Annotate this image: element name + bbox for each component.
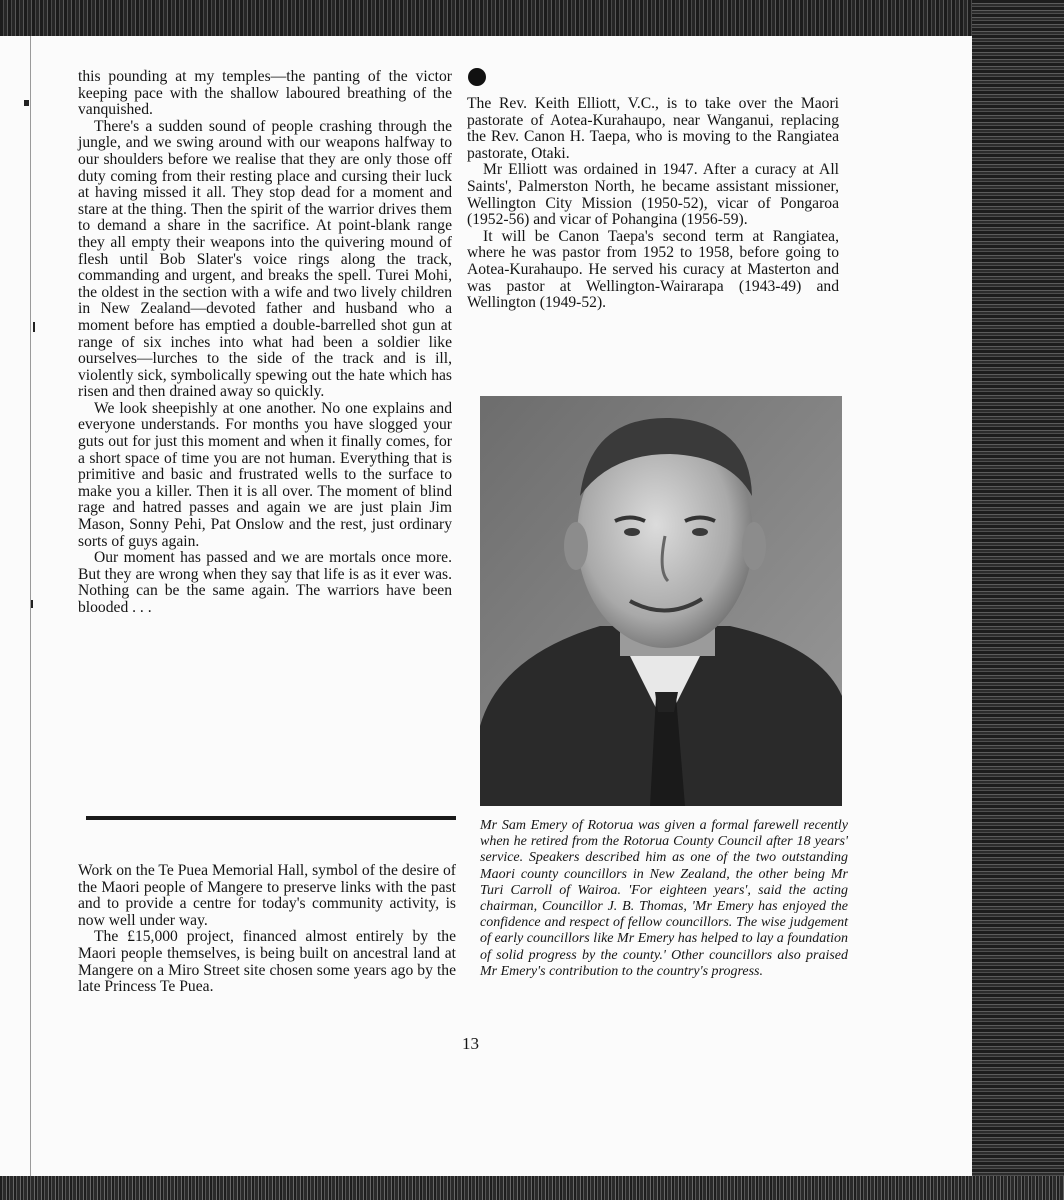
section-bullet-icon <box>468 68 486 86</box>
paragraph: this pounding at my temples—the panting of the victor keeping pace with the shallow laboured breathing of the vanquished. <box>78 68 452 119</box>
paragraph: Work on the Te Puea Memorial Hall, symbol of the desire of the Maori people of Mangere to preserve links with the past and to provide a centre for today's community activity, is now well under way. <box>78 862 456 929</box>
paragraph: There's a sudden sound of people crashing through the jungle, and we swing around with our weapons halfway to our shoulders before we realise that they are only those off duty coming from their resting place and cursing their luck at having missed it all. They stop dead for a moment and stare at the thing. Then the spirit of the warrior drives them to demand a share in the sacrifice. At point-blank range they all empty their weapons into the quivering mound of flesh until Bob Slater's voice rings along the track, commanding and urgent, and breaks the spell. Turei Mohi, the oldest in the section with a wife and two lively children in New Zealand—devoted father and husband who a moment before has emptied a double-barrelled shot gun at range of six inches into what had been a soldier like ourselves—lurches to the side of the track and is ill, violently sick, symbolically spewing out the hate which has risen and then drained away so quickly. <box>78 117 452 401</box>
paragraph: We look sheepishly at one another. No one explains and everyone understands. For months you have slogged your guts out for just this moment and when it finally comes, for a short space of time you are not human. Everything that is primitive and basic and frustrated wells to the surface to make you a killer. Then it is all over. The moment of blind rage and hatred passes and again we are just plain Jim Mason, Sonny Pehi, Pat Onslow and the rest, just ordinary sorts of guys again. <box>78 399 452 550</box>
binding-mark <box>31 600 33 608</box>
article-continuation <box>78 69 452 617</box>
binding-mark <box>24 100 29 106</box>
scan-border-right <box>972 0 1064 1200</box>
paragraph: The Rev. Keith Elliott, V.C., is to take over the Maori pastorate of Aotea-Kurahaupo, near Wanganui, replacing the Rev. Canon H. Taepa, who is moving to the Rangiatea pastorate, Otaki. <box>467 95 839 162</box>
scan-border-top <box>0 0 1064 36</box>
paragraph: Mr Elliott was ordained in 1947. After a curacy at All Saints', Palmerston North, he became assistant missioner, Wellington City Mission (1950-52), vicar of Pongaroa (1952-56) and vicar of Pohangina (1956-59). <box>467 161 839 229</box>
binding-mark <box>33 322 35 332</box>
scan-border-bottom <box>0 1176 1064 1200</box>
news-item-te-puea-hall <box>78 863 456 996</box>
paragraph: It will be Canon Taepa's second term at Rangiatea, where he was pastor from 1952 to 1958, before going to Aotea-Kurahaupo. He served his curacy at Masterton and was pastor at Wellington-Wairarapa (1943-49) and Wellington (1949-52). <box>467 227 839 312</box>
paragraph: The £15,000 project, financed almost entirely by the Maori people themselves, is being built on ancestral land at Mangere on a Miro Street site chosen some years ago by the late Princess Te Puea. <box>78 928 456 996</box>
portrait-illustration <box>480 396 842 806</box>
section-divider <box>86 816 456 820</box>
paragraph: Our moment has passed and we are mortals once more. But they are wrong when they say that life is as it ever was. Nothing can be the same again. The warriors have been blooded . . . <box>78 549 452 616</box>
page-number: 13 <box>462 1034 479 1053</box>
portrait-photo <box>480 396 842 806</box>
news-item-elliott <box>467 96 839 312</box>
photo-caption: Mr Sam Emery of Rotorua was given a formal farewell recently when he retired from the Rotorua County Council after 18 years' service. Speakers described him as one of the two outstanding Maori county councillors in New Zealand, the other being Mr Turi Carroll of Wairoa. 'For eighteen years', said the acting chairman, Councillor J. B. Thomas, 'Mr Emery has enjoyed the confidence and respect of fellow councillors. The wise judgement of early councillors like Mr Emery has helped to lay a foundation of solid progress by the county.' Other councillors also praised Mr Emery's contribution to the country's progress. <box>480 818 848 979</box>
